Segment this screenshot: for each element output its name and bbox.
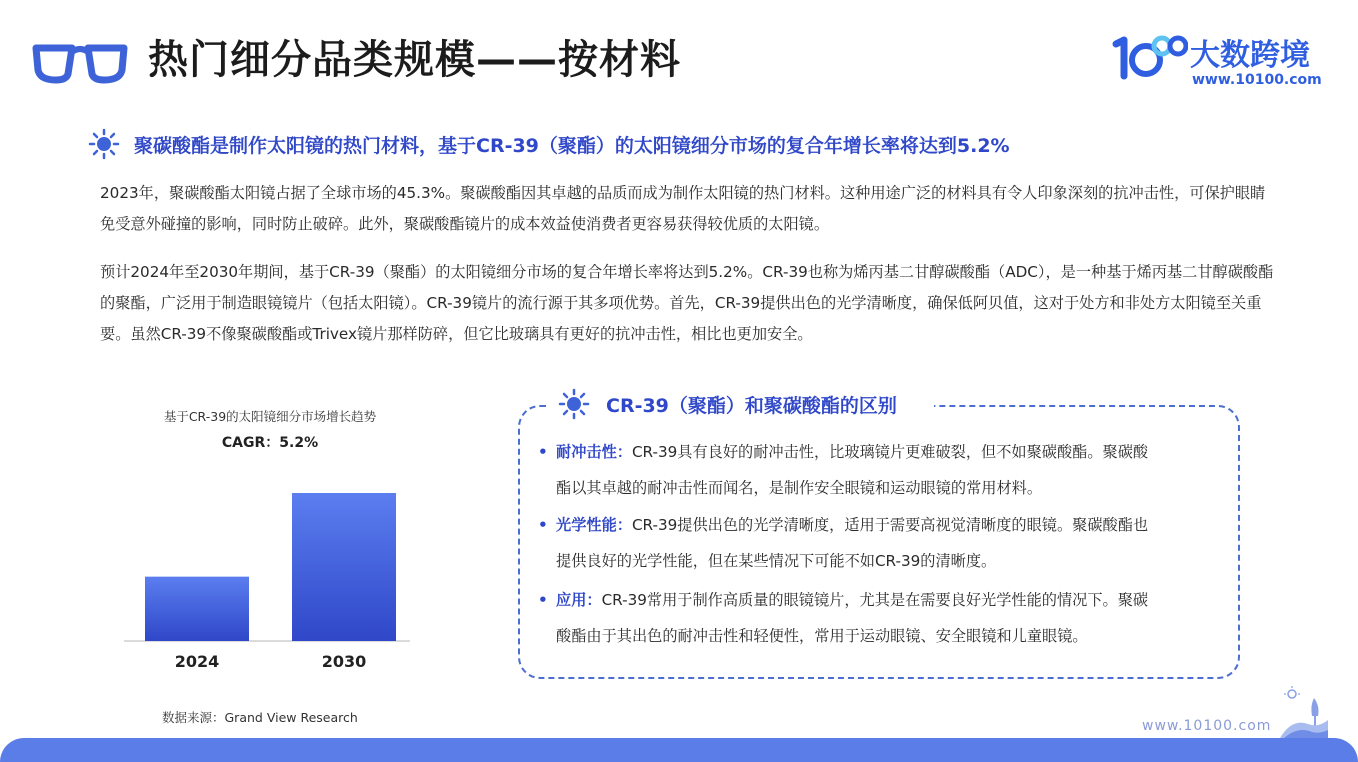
bullet-impact [538, 434, 1228, 506]
bullet-label: 耐冲击性： [556, 443, 632, 461]
sun-icon [88, 128, 120, 160]
bullet-label: 应用： [556, 591, 602, 609]
bar-2024 [145, 577, 249, 641]
bar-2030 [292, 493, 396, 641]
bullet-text-cont: 提供良好的光学性能，但在某些情况下可能不如CR-39的清晰度。 [556, 552, 997, 570]
sun-icon [558, 388, 590, 420]
paragraph-2: 预计2024年至2030年期间，基于CR-39（聚酯）的太阳镜细分市场的复合年增长率将达到5.2%。CR-39也称为烯丙基二甘醇碳酸酯（ADC），是一种基于烯丙基二甘醇碳酸酯的聚酯，广泛用于制造眼镜镜片（包括太阳镜）。CR-39镜片的流行源于其多项优势。首先，CR-39提供出色的光学清晰度，确保低阿贝值，这对于处方和非处方太阳镜至关重要。虽然CR-39不像聚碳酸酯或Trivex镜片那样防碎，但它比玻璃具有更好的抗冲击性，相比也更加安全。 [100, 263, 1274, 343]
headline: 聚碳酸酯是制作太阳镜的热门材料，基于CR-39（聚酯）的太阳镜细分市场的复合年增长率将达到5.2% [134, 135, 1010, 157]
bullet-dot: • [538, 591, 548, 609]
bullet-label: 光学性能： [556, 516, 632, 534]
comparison-title-wrap [550, 386, 934, 422]
x-tick-label: 2030 [321, 652, 367, 671]
logo-icon [1110, 34, 1188, 82]
bar-chart [120, 480, 420, 680]
bullet-application [538, 582, 1228, 654]
data-source: 数据来源：Grand View Research [162, 710, 358, 725]
chart-title: 基于CR-39的太阳镜细分市场增长趋势 [163, 409, 377, 424]
bullet-dot: • [538, 443, 548, 461]
page-title: 热门细分品类规模——按材料 [148, 37, 681, 83]
landscape-icon [1278, 686, 1328, 738]
footer-url: www.10100.com [1142, 718, 1272, 734]
bullet-text: CR-39具有良好的耐冲击性，比玻璃镜片更难破裂，但不如聚碳酸酯。聚碳酸 [631, 443, 1149, 461]
comparison-title: CR-39（聚酯）和聚碳酸酯的区别 [606, 395, 897, 417]
bullet-optics [538, 507, 1228, 579]
logo-url: www.10100.com [1192, 72, 1322, 88]
bullet-text-cont: 酯以其卓越的耐冲击性而闻名，是制作安全眼镜和运动眼镜的常用材料。 [556, 479, 1042, 497]
bullet-text: CR-39提供出色的光学清晰度，适用于需要高视觉清晰度的眼镜。聚碳酸酯也 [631, 516, 1149, 534]
x-tick-label: 2024 [174, 652, 220, 671]
paragraph-1: 2023年，聚碳酸酯太阳镜占据了全球市场的45.3%。聚碳酸酯因其卓越的品质而成为制作太阳镜的热门材料。这种用途广泛的材料具有令人印象深刻的抗冲击性，可保护眼睛免受意外碰撞的影响，同时防止破碎。此外，聚碳酸酯镜片的成本效益使消费者更容易获得较优质的太阳镜。 [100, 184, 1266, 233]
bullet-text: CR-39常用于制作高质量的眼镜镜片，尤其是在需要良好光学性能的情况下。聚碳 [601, 591, 1149, 609]
glasses-icon [32, 40, 128, 84]
chart-cagr: CAGR：5.2% [221, 435, 319, 451]
logo-text: 大数跨境 [1190, 38, 1310, 73]
bullet-dot: • [538, 516, 548, 534]
bullet-text-cont: 酸酯由于其出色的耐冲击性和轻便性，常用于运动眼镜、安全眼镜和儿童眼镜。 [556, 627, 1088, 645]
footer-bar [0, 738, 1358, 762]
